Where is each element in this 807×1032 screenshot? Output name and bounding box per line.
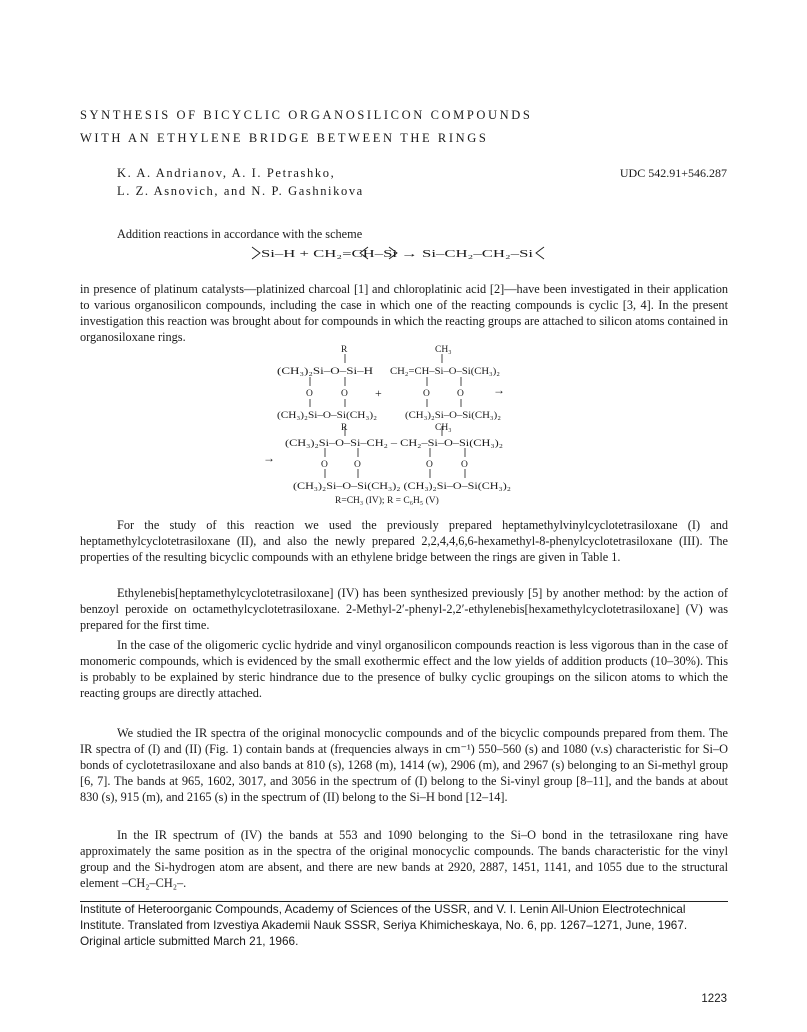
paragraph-5: We studied the IR spectra of the original monocyclic compounds and of the bicyclic compounds prepared from them. The IR spectra of (I) and (II) (Fig. 1) contain bands at (frequencies always in cm⁻¹) 550–560 (s) and 1080 (v.s) characteristic for Si–O bonds of cyclotetrasiloxane and also bands at 810 (s), 1268 (m), 1414 (w), 2906 (m), and 2967 (s) belonging to an Si-methyl group [6, 7]. The bands at 965, 1602, 3017, and 3056 in the spectrum of (I) belong to the Si-vinyl group [8–11], and the bands at about 830 (s), 915 (m), and 2165 (s) in the spectrum of (II) belong to the Si–H bond [12–14]. bbox=[80, 726, 728, 804]
paragraph-2: For the study of this reaction we used the previously prepared heptamethylvinylcyclotetrasiloxane (I) and heptamethylcyclotetrasiloxane (II), and also the newly prepared 2,2,4,4,6,6-hexamethyl-8-phenylcyclotetrasiloxane (III). The properties of the resulting bicyclic compounds with an ethylene bridge between the rings are given in Table 1. bbox=[80, 518, 728, 564]
title-line-1: SYNTHESIS OF BICYCLIC ORGANOSILICON COMPOUNDS bbox=[80, 108, 533, 122]
scheme-2-oxygen: O bbox=[426, 460, 433, 470]
footnote: Institute of Heteroorganic Compounds, Academy of Sciences of the USSR, and V. I. Lenin All-Union Electrotechnical Institute. Translated from Izvestiya Akademii Nauk SSSR, Seriya Khimicheskaya, No. 6, pp. 1267–1271, June, 1967. Original article submitted March 21, 1966. bbox=[80, 902, 688, 948]
reaction-scheme-2 bbox=[255, 342, 595, 510]
scheme-2-reactant-2-bottom: (CH₃)₂Si–O–Si(CH₃)₂ bbox=[405, 411, 490, 421]
scheme-2-plus-sign: + bbox=[375, 386, 382, 400]
scheme-2-product-bottom: (CH₃)₂Si–O–Si(CH₃)₂ (CH₃)₂Si–O–Si(CH₃)₂ bbox=[293, 482, 465, 492]
udc-code: UDC 542.91+546.287 bbox=[619, 166, 727, 180]
scheme-2-reactant-2-top: CH₂=CH–Si–O–Si(CH₃)₂ bbox=[390, 367, 489, 377]
paragraph-3: Ethylenebis[heptamethylcyclotetrasiloxane] (IV) has been synthesized previously [5] by another method: by the action of benzoyl peroxide on octamethylcyclotetrasiloxane. 2-Methyl-2′-phenyl-2,2′-ethylenebis[hexamethylcyclotetrasiloxane] (V) was prepared for the first time. bbox=[80, 586, 728, 632]
scheme-2-oxygen: O bbox=[341, 389, 348, 399]
page-number: 1223 bbox=[701, 993, 727, 1005]
article-title bbox=[80, 104, 532, 150]
paragraph-4: In the case of the oligomeric cyclic hydride and vinyl organosilicon compounds reaction is less vigorous than in the case of monomeric compounds, which is evidenced by the small exothermic effect and the low yields of addition products (10–30%). This is probably to be explained by steric hindrance due to the presence of bulky cyclic groupings on the silicon atoms to which the reacting groups are directly attached. bbox=[80, 638, 728, 700]
author-list bbox=[117, 164, 364, 200]
scheme-2-oxygen: O bbox=[306, 389, 313, 399]
authors-line-2: L. Z. Asnovich, and N. P. Gashnikova bbox=[117, 184, 364, 198]
scheme-2-oxygen: O bbox=[354, 460, 361, 470]
scheme-2-product-top: (CH₃)₂Si–O–Si–CH₂ – CH₂–Si–O–Si(CH₃)₂ bbox=[285, 439, 454, 449]
paragraph-1: in presence of platinum catalysts—platinized charcoal [1] and chloroplatinic acid [2]—have been investigated in their application to various organosilicon compounds, including the case in which one of the reacting compounds is cyclic [3, 4]. In the present investigation this reaction was brought about for compounds in which the reacting groups are attached to silicon atoms contained in organosiloxane rings. bbox=[80, 282, 728, 344]
scheme-2-oxygen: O bbox=[423, 389, 430, 399]
scheme-2-ch3-label: CH₃ bbox=[435, 345, 452, 355]
intro-sentence: Addition reactions in accordance with the scheme bbox=[117, 227, 363, 241]
reaction-scheme-1 bbox=[250, 240, 550, 266]
scheme-2-r-label: R bbox=[341, 423, 348, 433]
scheme-2-oxygen: O bbox=[457, 389, 464, 399]
scheme-2-oxygen: O bbox=[461, 460, 468, 470]
scheme-2-legend: R=CH₃ (IV); R = C₆H₅ (V) bbox=[335, 496, 439, 506]
paragraph-6: In the IR spectrum of (IV) the bands at 553 and 1090 belonging to the Si–O bond in the tetrasiloxane ring have approximately the same position as in the spectra of the original monocyclic compounds. The bands characteristic for the vinyl group and the Si-hydrogen atom are absent, and there are new bands at 2920, 2887, 1451, 1141, and 1055 due to the structural element –CH₂–CH₂–. bbox=[80, 828, 728, 890]
authors-line-1: K. A. Andrianov, A. I. Petrashko, bbox=[117, 166, 336, 180]
scheme-2-reactant-1-bottom: (CH₃)₂Si–O–Si(CH₃)₂ bbox=[277, 411, 362, 421]
title-line-2: WITH AN ETHYLENE BRIDGE BETWEEN THE RINGS bbox=[80, 131, 489, 145]
scheme-2-arrow-1: → bbox=[493, 383, 505, 397]
scheme-2-oxygen: O bbox=[321, 460, 328, 470]
scheme-1-equation: Si–H + CH₂=CH–Si → Si–CH₂–CH₂–Si bbox=[261, 249, 534, 260]
scheme-2-arrow-2: → bbox=[263, 451, 275, 465]
scheme-2-reactant-1-top: (CH₃)₂Si–O–Si–H bbox=[277, 367, 347, 377]
scheme-2-r-label: R bbox=[341, 345, 348, 355]
scheme-2-ch3-label: CH₃ bbox=[435, 423, 452, 433]
